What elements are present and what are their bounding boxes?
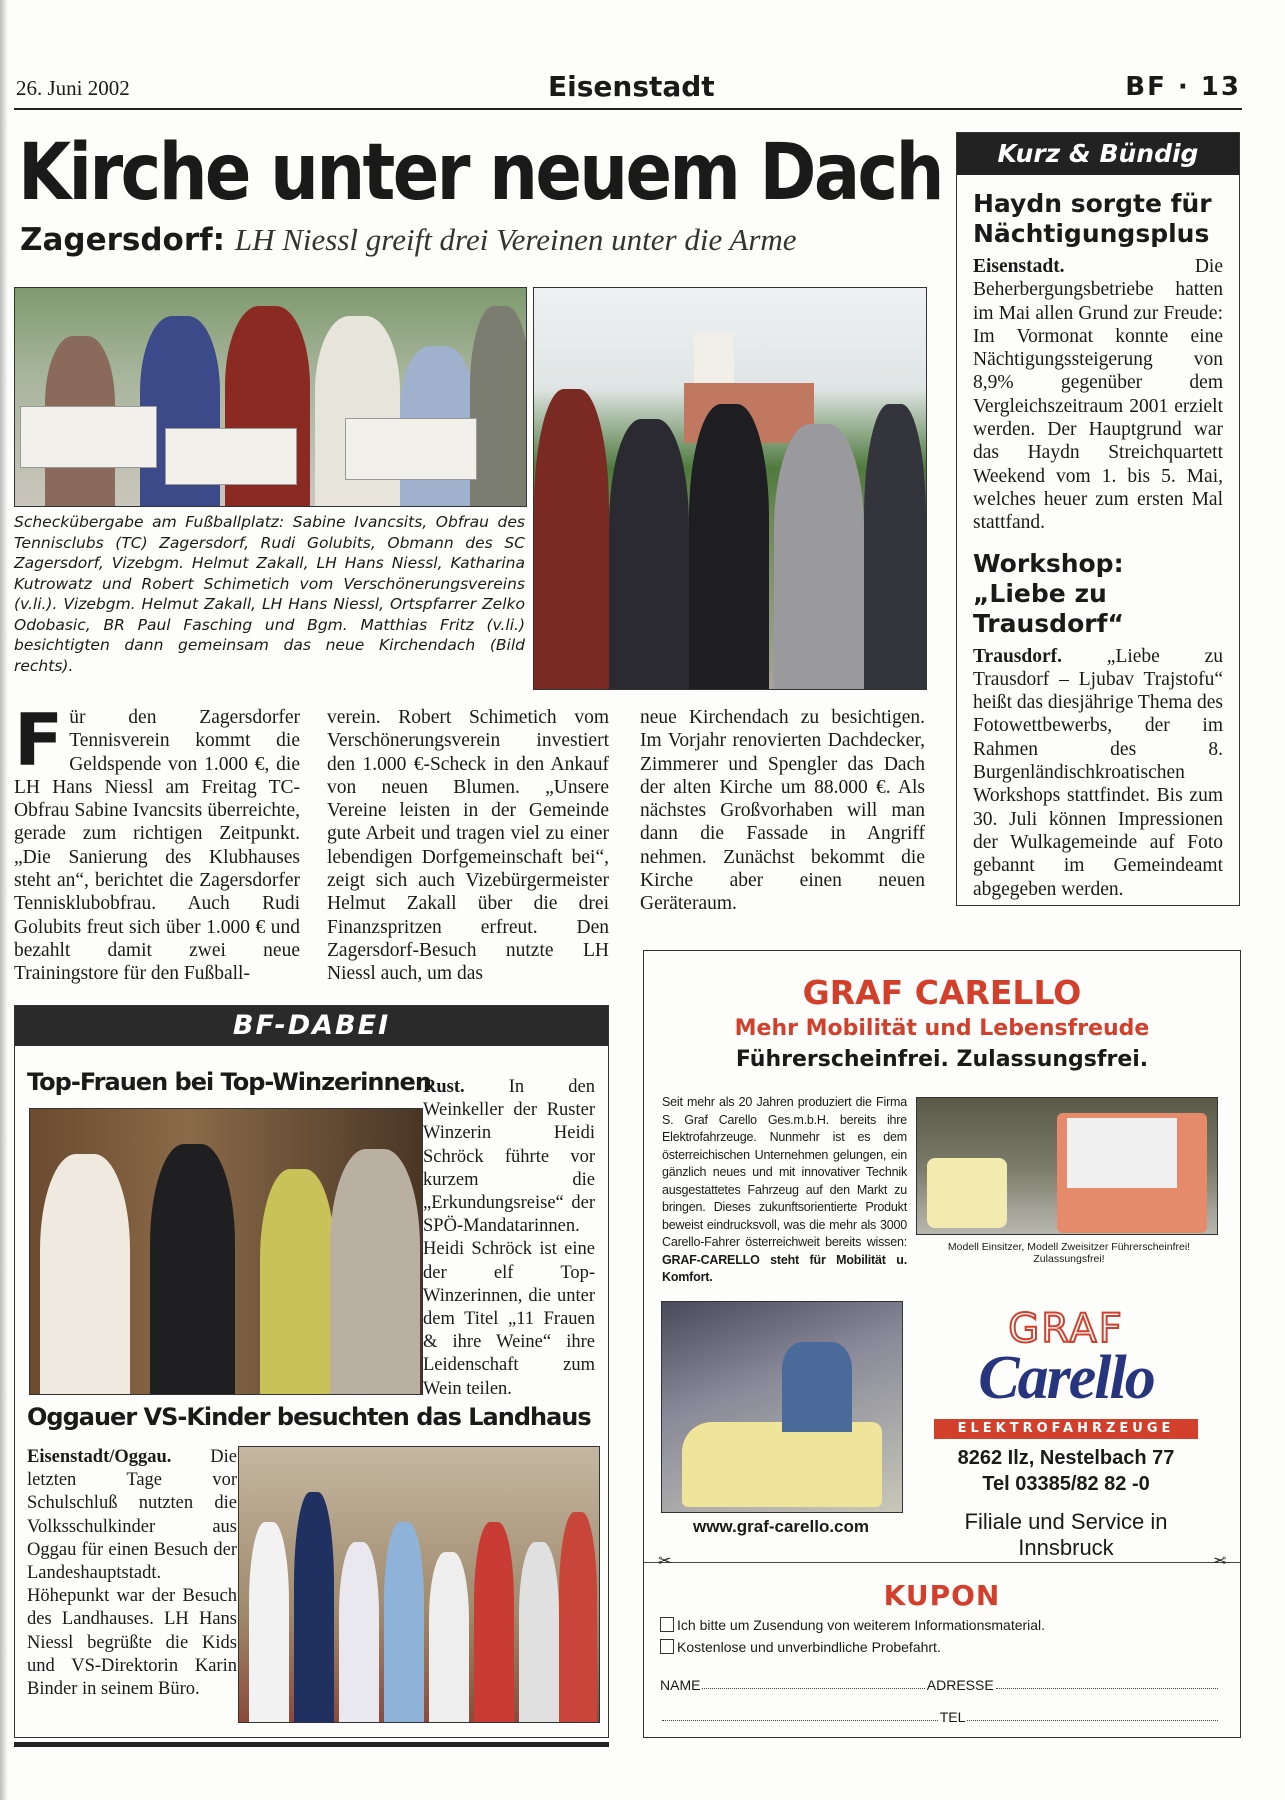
sidebar-item-2 xyxy=(973,645,1223,901)
ad-body: Seit mehr als 20 Jahren produziert die Firma S. Graf Carello Ges.m.b.H. bereits ihre Elektrofahrzeuge. Nunmehr ist es dem österreichischen Unternehmen gelungen, ein gänzlich neues und mit innovativer Technik ausgestattetes Fahrzeug auf den Markt zu bringen. Dieses zukunftsorientierte Produkt beweist eindrucksvoll, was die mehr als 3000 Carello-Fahrer österreichweit bereits wissen: xyxy=(662,1095,907,1249)
coupon-option-2-label: Kostenlose und unverbindliche Probefahrt. xyxy=(677,1639,941,1655)
scissors-icon-left: ✂ xyxy=(658,1551,672,1570)
headline: Kirche unter neuem Dach xyxy=(18,128,942,218)
section-name: Eisenstadt xyxy=(548,70,715,103)
logo-graf: GRAF xyxy=(1008,1306,1124,1352)
ad-text xyxy=(662,1094,907,1287)
sidebar-lead-2: Trausdorf. xyxy=(973,645,1063,667)
subheadline-text: LH Niessl greift drei Vereinen unter die Arme xyxy=(234,222,797,257)
sidebar-headline-2: Workshop: „Liebe zu Trausdorf“ xyxy=(973,548,1124,638)
subheadline-kicker: Zagersdorf: xyxy=(20,222,226,258)
ad-subtagline: Führerscheinfrei. Zulassungsfrei. xyxy=(735,1047,1149,1072)
article-column-3: neue Kirchendach zu besichtigen. Im Vorjahr renovierten Dachdecker, Zimmerer und Spengler das Dach der alten Kirche um 88.000 €. Als nächstes Großvorhaben will man dann die Fassade in Angriff nehmen. Zunächst bekommt die Kirche aber einen neuen Geräteraum. xyxy=(640,707,925,915)
ad-branch: Filiale und Service in Innsbruck xyxy=(964,1509,1168,1560)
checkbox[interactable] xyxy=(660,1639,674,1654)
coupon-option-1[interactable] xyxy=(660,1617,1045,1633)
issue-date: 26. Juni 2002 xyxy=(16,76,130,100)
coupon-tel-row xyxy=(660,1709,1220,1725)
sidebar-item-1 xyxy=(973,255,1223,535)
story1-text xyxy=(423,1076,595,1401)
sidebar-title: Kurz & Bündig xyxy=(957,133,1239,175)
article-column-2: verein. Robert Schimetich vom Verschönerungsverein investiert den 1.000 €-Scheck in den Ankauf von neuen Blumen. „Unsere Vereine leisten in der Gemeinde gute Arbeit und tragen viel zu einer lebendigen Dorfgemeinschaft bei“, zeigt sich auch Vizebürgermeister Helmut Zakall über die drei Finanzspritzen erfreut. Den Zagersdorf-Besuch nutzte LH Niessl auch, um das xyxy=(327,707,609,985)
story2-headline: Oggauer VS-Kinder besuchten das Landhaus xyxy=(27,1403,591,1431)
coupon-option-1-label: Ich bitte um Zusendung von weiterem Informationsmaterial. xyxy=(677,1617,1046,1633)
page-edge xyxy=(0,0,8,1800)
coupon-name-address-row xyxy=(660,1677,1220,1693)
page-number: BF · 13 xyxy=(1125,72,1241,102)
ad-website-link[interactable]: www.graf-carello.com xyxy=(692,1517,870,1536)
photo-market-vehicle xyxy=(661,1301,903,1513)
photo-vehicles xyxy=(916,1097,1218,1235)
ad-body-bold: GRAF-CARELLO steht für Mobilität u. Komfort. xyxy=(662,1252,907,1284)
article-column-1 xyxy=(14,698,300,986)
scissors-icon-right: ✂ xyxy=(1212,1551,1226,1570)
photo-check-handover xyxy=(14,287,527,507)
drop-cap: F xyxy=(14,698,64,782)
sidebar-kurz-buendig xyxy=(956,132,1240,906)
sidebar-text-1: Die Beherbergungsbetriebe hatten im Mai allen Grund zur Freude: Im Vormonat konnte eine Nächtigungssteigerung von 8,9% gegenüber dem Vergleichszeitraum 2001 erzielt werden. Der Hauptgrund war das Haydn Streichquartett Weekend vom 1. bis 5. Mai, welches heuer zum ersten Mal stattfand. xyxy=(973,256,1223,534)
photo-church-visit xyxy=(533,287,927,690)
extra-field[interactable] xyxy=(662,1709,938,1721)
name-label: NAME xyxy=(660,1677,701,1693)
sidebar-lead-1: Eisenstadt. xyxy=(973,256,1065,277)
ad-tagline: Mehr Mobilität und Lebensfreude xyxy=(734,1016,1150,1041)
story1-lead: Rust. xyxy=(423,1077,465,1097)
address-field[interactable] xyxy=(996,1677,1218,1689)
subheadline xyxy=(20,222,797,258)
sidebar-text-2: „Liebe zu Trausdorf – Ljubav Trajstofu“ heißt das diesjährige Thema des Fotowettbewerbs, der im Rahmen des 8. Burgenländischkroatischen Workshops stattfindet. Bis zum 30. Juli können Impressionen der Wulkagemeinde auf Foto gebannt im Gemeindeamt abgegeben werden. xyxy=(973,645,1223,900)
photo-school-children xyxy=(238,1446,600,1723)
ad-brand: GRAF CARELLO xyxy=(802,973,1082,1012)
tel-label: TEL xyxy=(939,1709,966,1725)
coupon-cut-line xyxy=(644,1562,1240,1563)
logo-carello: Carello xyxy=(978,1344,1154,1412)
bottom-rule xyxy=(14,1742,609,1747)
header-rule xyxy=(14,108,1242,110)
story2-text xyxy=(27,1446,237,1701)
name-field[interactable] xyxy=(702,1677,924,1689)
bf-dabei-box xyxy=(14,1005,609,1738)
coupon-title: KUPON xyxy=(883,1579,1001,1612)
tel-field[interactable] xyxy=(967,1709,1218,1721)
bf-dabei-title: BF-DABEI xyxy=(15,1006,608,1046)
story2-lead: Eisenstadt/Oggau. xyxy=(27,1447,172,1467)
story2-body: Die letzten Tage vor Schulschluß nutzten die Volksschulkinder aus Oggau für einen Besuch der Landeshauptstadt. Höhepunkt war der Besuch des Landhauses. LH Hans Niessl begrüßte die Kids und VS-Direktorin Karin Binder in seinem Büro. xyxy=(27,1447,237,1700)
vehicles-caption: Modell Einsitzer, Modell Zweisitzer Führerscheinfrei! Zulassungsfrei! xyxy=(947,1241,1191,1265)
coupon-option-2[interactable] xyxy=(660,1639,941,1655)
ad-address: 8262 Ilz, Nestelbach 77 xyxy=(957,1447,1175,1469)
photo-winery xyxy=(29,1108,423,1395)
column-1-text: ür den Zagersdorfer Tennisverein kommt die Geldspende von 1.000 €, die LH Hans Niessl am Freitag TC-Obfrau Sabine Ivancsits überreichte, gerade zum richtigen Zeitpunkt. „Die Sanierung des Klubhauses steht an“, berichtet die Zagersdorfer Tennisklubobfrau. Auch Rudi Golubits freut sich über 1.000 € und bezahlt damit zwei neue Trainingstore für den Fußball- xyxy=(14,707,300,985)
logo-band: ELEKTROFAHRZEUGE xyxy=(934,1419,1198,1439)
story1-headline: Top-Frauen bei Top-Winzerinnen xyxy=(27,1068,431,1096)
ad-phone: Tel 03385/82 82 -0 xyxy=(982,1473,1150,1495)
sidebar-headline-1: Haydn sorgte für Nächtigungsplus xyxy=(973,189,1212,248)
checkbox[interactable] xyxy=(660,1617,674,1632)
photo-caption: Scheckübergabe am Fußballplatz: Sabine Ivancsits, Obfrau des Tennisclubs (TC) Zagersdorf, Rudi Golubits, Obmann des SC Zagersdorf, Vizebgm. Helmut Zakall, LH Hans Niessl, Katharina Kutrowatz und Robert Schimetich vom Verschönerungsvereins (v.li.). Vizebgm. Helmut Zakall, LH Hans Niessl, Ortspfarrer Zelko Odobasic, BR Paul Fasching und Bgm. Matthias Fritz (v.li.) besichtigten dann gemeinsam das neue Kirchendach (Bild rechts). xyxy=(14,513,525,675)
story1-body: In den Weinkeller der Ruster Winzerin Heidi Schröck führte vor kurzem die „Erkundungsreise“ der SPÖ-Mandatarinnen. Heidi Schröck ist eine der elf Top-Winzerinnen, die unter dem Titel „11 Frauen & ihre Weine“ ihre Leidenschaft zum Wein teilen. xyxy=(423,1077,595,1399)
address-label: ADRESSE xyxy=(926,1677,994,1693)
graf-carello-ad xyxy=(643,950,1241,1738)
